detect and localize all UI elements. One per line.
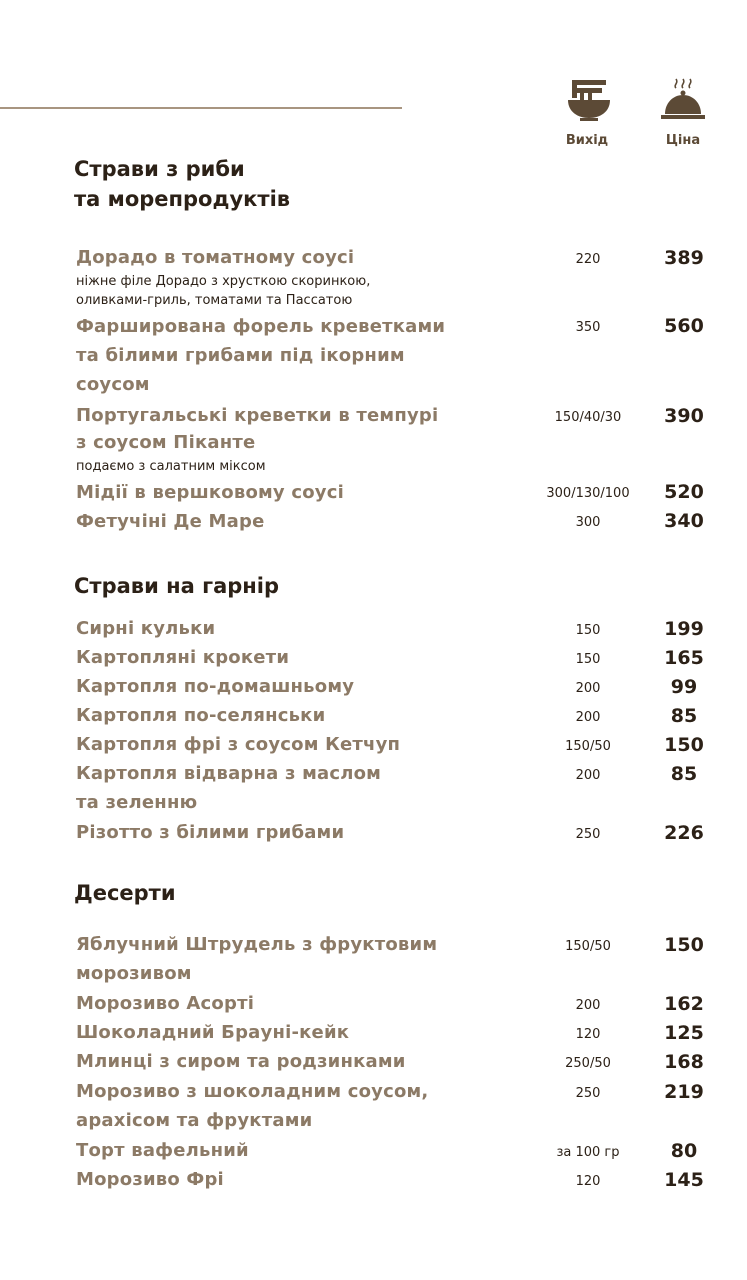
- menu-item-price: 389: [664, 247, 704, 269]
- menu-item-weight: 150: [575, 623, 601, 638]
- menu-item-weight: 120: [575, 1027, 601, 1042]
- section-title: Страви на гарнір: [74, 574, 280, 598]
- menu-item-weight: 350: [575, 320, 601, 335]
- menu-item-name: та зеленню: [76, 792, 198, 813]
- serving-cloche-icon: [660, 76, 706, 124]
- menu-item-weight: 150/50: [565, 939, 611, 954]
- menu-item-price: 99: [670, 676, 698, 698]
- menu-item-weight: 120: [575, 1174, 601, 1189]
- menu-item-name: Картопля фрі з соусом Кетчуп: [76, 734, 401, 755]
- menu-item-weight: 150/40/30: [554, 410, 622, 425]
- menu-item-name: Картопляні крокети: [76, 647, 290, 668]
- menu-item-price: 125: [664, 1022, 704, 1044]
- menu-item-name: Картопля відварна з маслом: [76, 763, 382, 784]
- price-column-label: Ціна: [665, 133, 701, 148]
- menu-item-name: Фарширована форель креветками: [76, 316, 446, 337]
- menu-item-name: Шоколадний Брауні-кейк: [76, 1022, 350, 1043]
- menu-item-weight: 250/50: [565, 1056, 611, 1071]
- menu-item-name: Фетучіні Де Маре: [76, 511, 265, 532]
- menu-item-name: та білими грибами під ікорним: [76, 345, 405, 366]
- menu-item-weight: 200: [575, 681, 601, 696]
- menu-item-weight: 300: [575, 515, 601, 530]
- menu-item-price: 560: [664, 315, 704, 337]
- menu-item-name: Різотто з білими грибами: [76, 822, 345, 843]
- menu-item-name: Дорадо в томатному соусі: [76, 247, 355, 268]
- menu-item-price: 390: [664, 405, 704, 427]
- weight-column-label: Вихід: [565, 133, 609, 148]
- menu-item-weight: 250: [575, 827, 601, 842]
- menu-item-description: подаємо з салатним міксом: [76, 459, 266, 474]
- menu-item-price: 168: [664, 1051, 704, 1073]
- menu-item-price: 165: [664, 647, 704, 669]
- menu-item-weight: 150/50: [565, 739, 611, 754]
- menu-item-weight: 200: [575, 710, 601, 725]
- menu-item-name: Сирні кульки: [76, 618, 216, 639]
- menu-item-weight: 300/130/100: [546, 486, 630, 501]
- menu-item-name: арахісом та фруктами: [76, 1110, 313, 1131]
- menu-item-price: 150: [664, 934, 704, 956]
- menu-item-price: 219: [664, 1081, 704, 1103]
- menu-item-weight: 200: [575, 768, 601, 783]
- menu-item-price: 85: [670, 705, 698, 727]
- menu-item-price: 150: [664, 734, 704, 756]
- menu-item-weight: 250: [575, 1086, 601, 1101]
- menu-item-name: Мідії в вершковому соусі: [76, 482, 344, 503]
- menu-item-name: Морозиво Фрі: [76, 1169, 224, 1190]
- section-title: Десерти: [74, 881, 176, 905]
- menu-item-description: оливками-гриль, томатами та Пассатою: [76, 293, 353, 308]
- menu-item-name: Торт вафельний: [76, 1140, 249, 1161]
- menu-item-price: 226: [664, 822, 704, 844]
- menu-item-price: 199: [664, 618, 704, 640]
- menu-item-description: ніжне філе Дорадо з хрусткою скоринкою,: [76, 274, 371, 289]
- menu-item-price: 80: [670, 1140, 698, 1162]
- menu-item-name: Морозиво з шоколадним соусом,: [76, 1081, 429, 1102]
- menu-item-name: Португальські креветки в темпурі: [76, 405, 439, 426]
- menu-item-name: Яблучний Штрудель з фруктовим: [76, 934, 438, 955]
- section-title: Страви з риби: [74, 157, 245, 181]
- header-divider: [0, 107, 402, 109]
- section-title: та морепродуктів: [74, 187, 291, 211]
- menu-item-weight: 200: [575, 998, 601, 1013]
- menu-item-price: 85: [670, 763, 698, 785]
- menu-item-price: 340: [664, 510, 704, 532]
- noodle-bowl-icon: [566, 74, 612, 122]
- menu-item-price: 145: [664, 1169, 704, 1191]
- menu-item-weight: за 100 гр: [556, 1145, 620, 1160]
- menu-item-name: з соусом Піканте: [76, 432, 256, 453]
- menu-item-weight: 150: [575, 652, 601, 667]
- menu-item-name: морозивом: [76, 963, 192, 984]
- menu-item-name: Картопля по-селянськи: [76, 705, 326, 726]
- menu-item-name: Картопля по-домашньому: [76, 676, 355, 697]
- menu-item-name: Морозиво Асорті: [76, 993, 255, 1014]
- menu-item-name: соусом: [76, 374, 150, 395]
- menu-item-name: Млинці з сиром та родзинками: [76, 1051, 406, 1072]
- menu-item-price: 520: [664, 481, 704, 503]
- menu-item-price: 162: [664, 993, 704, 1015]
- menu-item-weight: 220: [575, 252, 601, 267]
